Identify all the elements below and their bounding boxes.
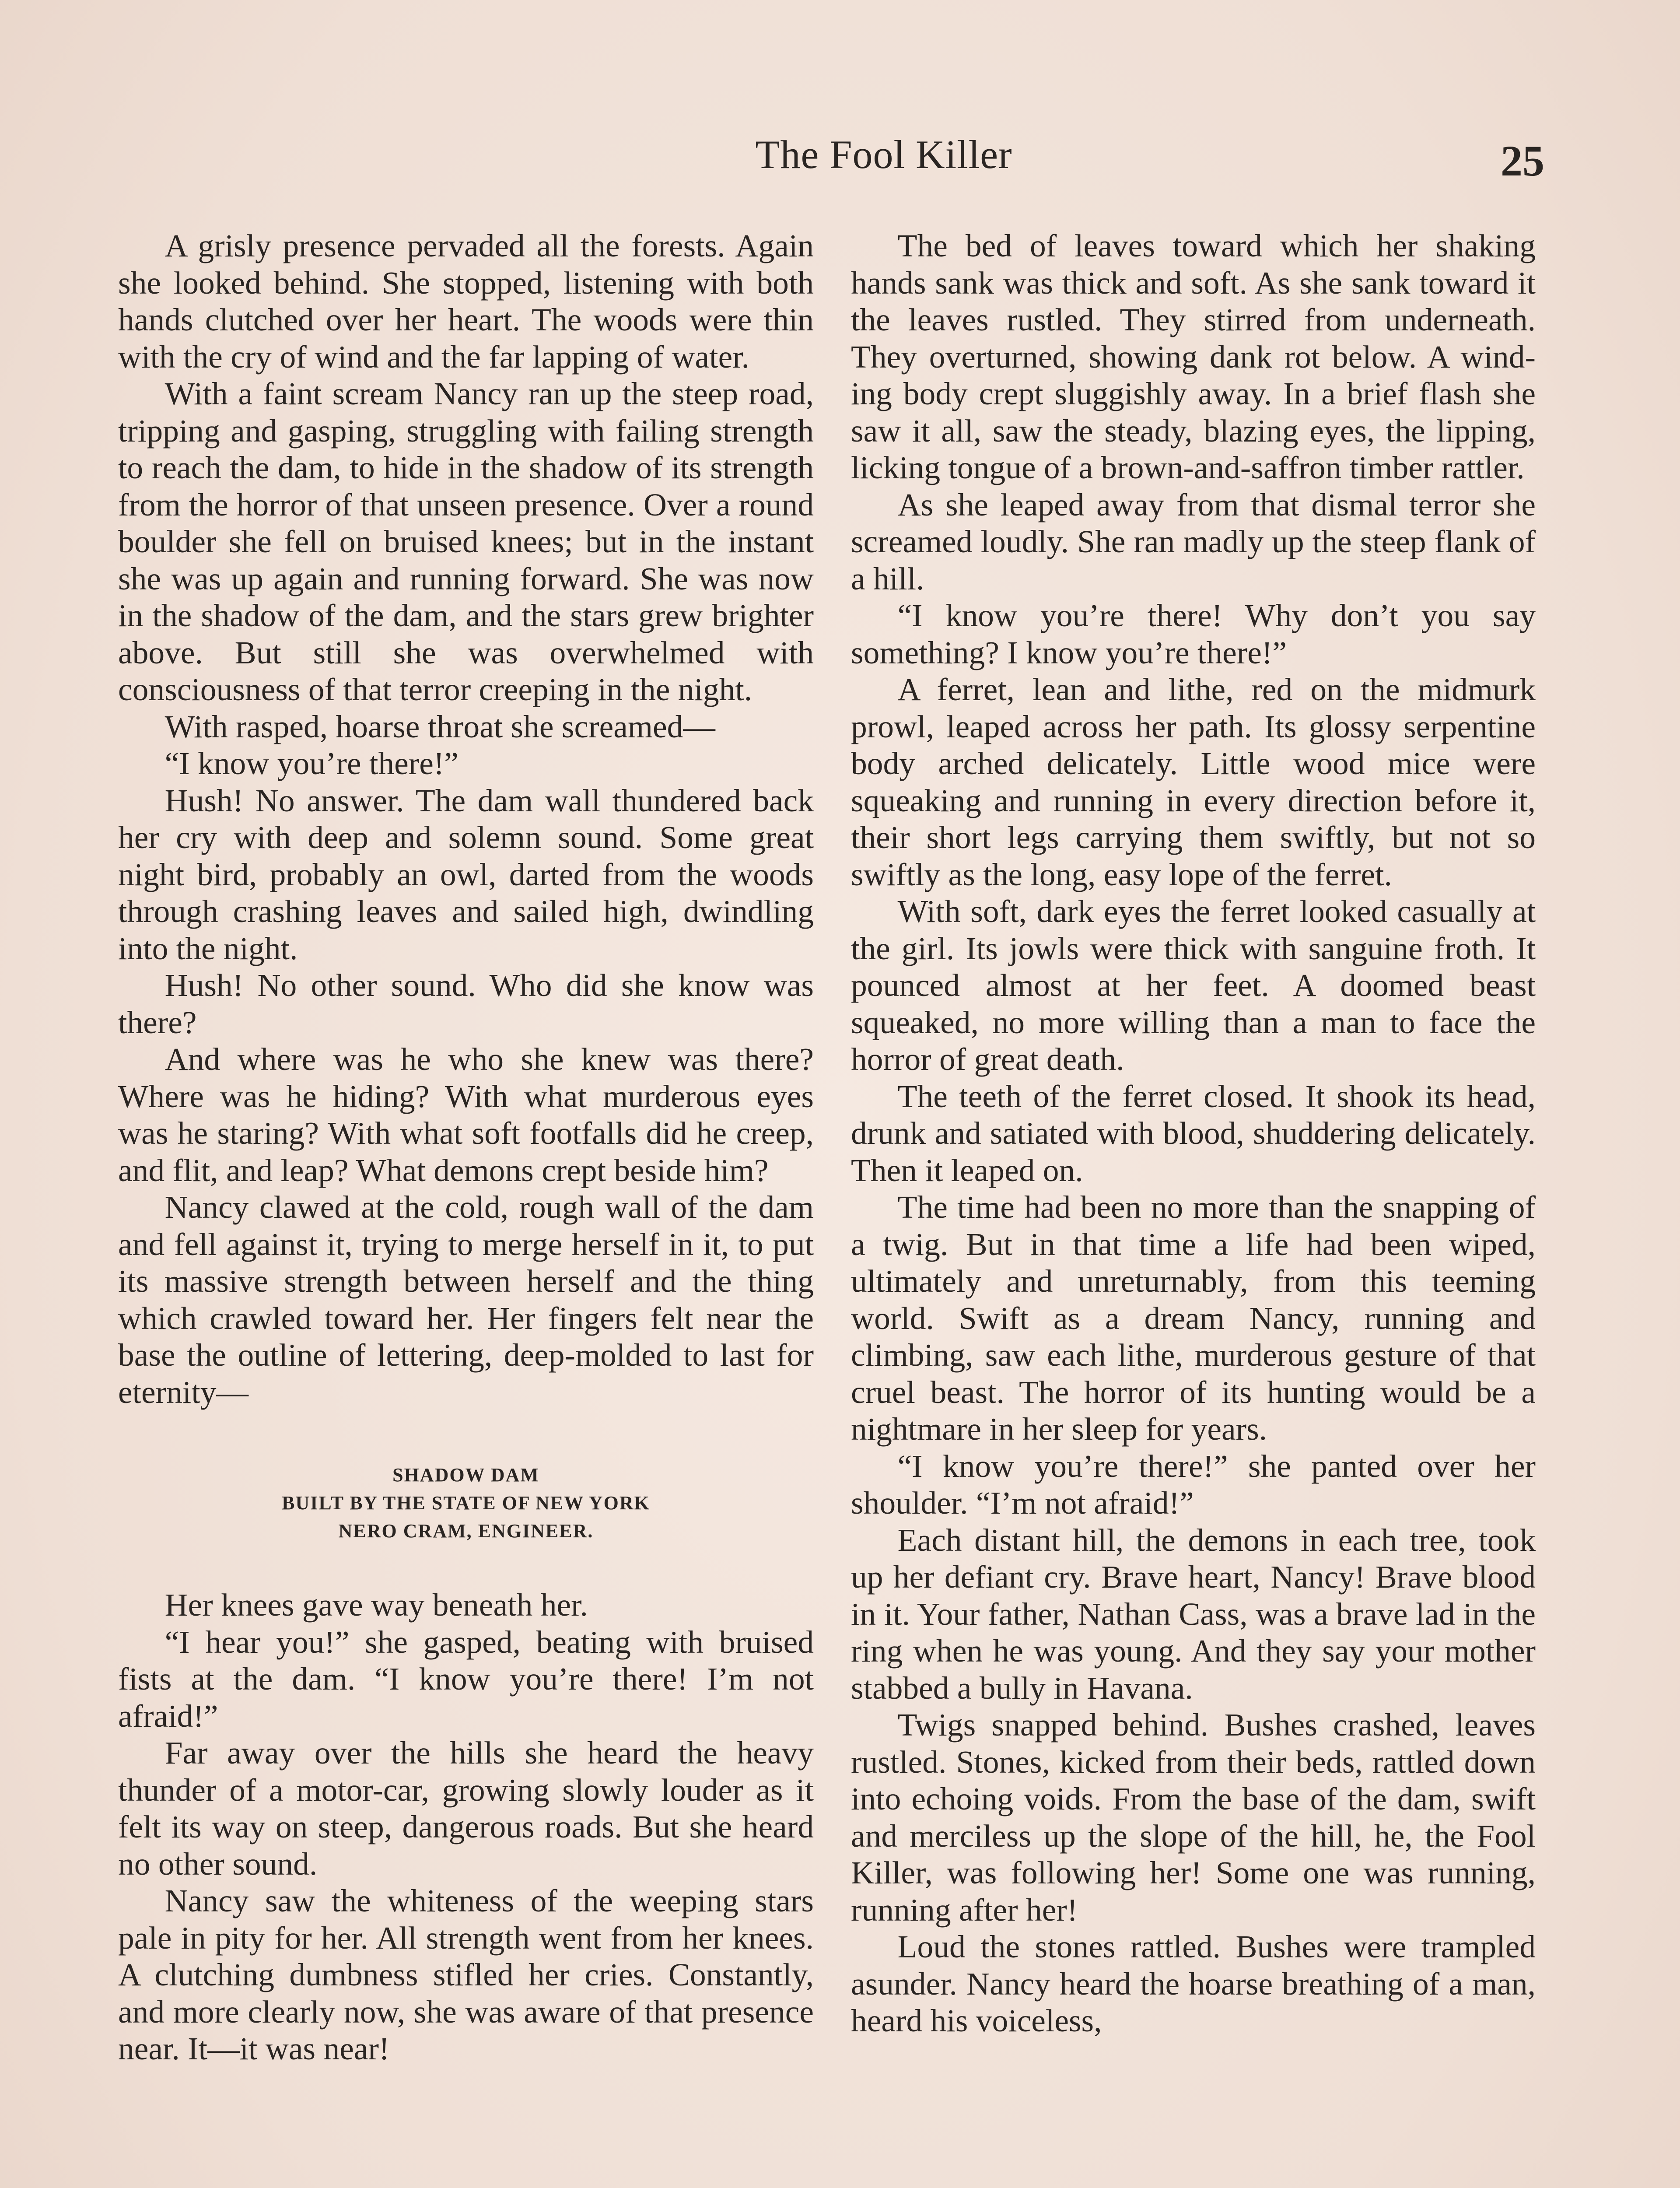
- running-title: The Fool Killer: [755, 132, 1012, 177]
- page-header: [105, 131, 1544, 193]
- paragraph: “I know you’re there! Why don’t you say something? I know you’re there!”: [851, 598, 1536, 670]
- paragraph: “I hear you!” she gasped, beating with bruised fists at the dam. “I know you’re there! I’m not afraid!”: [118, 1624, 814, 1734]
- dam-inscription: [118, 1461, 814, 1545]
- paragraph: Loud the stones rattled. Bushes were trampled asunder. Nancy heard the hoarse breathing of a man, heard his voiceless,: [851, 1929, 1536, 2038]
- paragraph: Each distant hill, the demons in each tree, took up her defiant cry. Brave heart, Nancy! Brave blood in it. Your father, Nathan Cass, was a brave lad in the ring when he was young. And they say your mother stabbed a bully in Havana.: [851, 1522, 1536, 1706]
- paragraph: With rasped, hoarse throat she screamed—: [164, 708, 715, 744]
- paragraph: The teeth of the ferret closed. It shook its head, drunk and satiated with blood, shuddering delicately. Then it leaped on.: [851, 1078, 1536, 1188]
- paragraph: “I know you’re there!” she panted over her shoulder. “I’m not afraid!”: [851, 1448, 1536, 1521]
- paragraph: As she leaped away from that dismal terror she screamed loudly. She ran madly up the steep flank of a hill.: [851, 487, 1536, 596]
- paragraph: With a faint scream Nancy ran up the steep road, tripping and gasping, struggling with failing strength to reach the dam, to hide in the shadow of its strength from the horror of that unseen presence. Over a round boulder she fell on bruised knees; but in the instant she was up again and running forward. She was now in the shadow of the dam, and the stars grew brighter above. But still she was overwhelmed with consciousness of that terror creeping in the night.: [118, 376, 814, 707]
- inscription-line: BUILT BY THE STATE OF NEW YORK: [282, 1492, 650, 1514]
- inscription-line: NERO CRAM, ENGINEER.: [338, 1520, 594, 1542]
- paragraph: A ferret, lean and lithe, red on the midmurk prowl, leaped across her path. Its glossy serpentine body arched delicately. Little wood mice were squeaking and running in every direction before it, their short legs carrying them swiftly, but not so swiftly as the long, easy lope of the ferret.: [851, 672, 1536, 892]
- paragraph: Nancy clawed at the cold, rough wall of the dam and fell against it, trying to merge herself in it, to put its massive strength between herself and the thing which crawled toward her. Her fingers felt near the base the outline of lettering, deep-molded to last for eternity—: [118, 1189, 814, 1410]
- paragraph: And where was he who she knew was there? Where was he hiding? With what murderous eyes was he staring? With what soft footfalls did he creep, and flit, and leap? What demons crept beside him?: [118, 1041, 814, 1188]
- paragraph: Nancy saw the whiteness of the weeping stars pale in pity for her. All strength went from her knees. A clutching dumbness stifled her cries. Constantly, and more clearly now, she was aware of that presence near. It—it was near!: [118, 1883, 814, 2066]
- paragraph: The bed of leaves toward which her shaking hands sank was thick and soft. As she sank toward it the leaves rustled. They stirred from underneath. They overturned, showing dank rot below. A winding body crept sluggishly away. In a brief flash she saw it all, saw the steady, blazing eyes, the lipping, licking tongue of a brown-and-saffron timber rattler.: [851, 228, 1536, 485]
- paragraph: Far away over the hills she heard the heavy thunder of a motor-car, growing slowly louder as it felt its way on steep, dangerous roads. But she heard no other sound.: [118, 1735, 814, 1882]
- paragraph: A grisly presence pervaded all the forests. Again she looked behind. She stopped, listening with both hands clutched over her heart. The woods were thin with the cry of wind and the far lapping of water.: [118, 228, 814, 375]
- page-number: 25: [1501, 137, 1544, 185]
- paragraph: Her knees gave way beneath her.: [164, 1587, 588, 1623]
- paragraph: Twigs snapped behind. Bushes crashed, leaves rustled. Stones, kicked from their beds, rattled down into echoing voids. From the base of the dam, swift and merciless up the slope of the hill, he, the Fool Killer, was following her! Some one was running, running after her!: [851, 1707, 1536, 1928]
- right-column: [851, 228, 1536, 2040]
- paragraph: With soft, dark eyes the ferret looked casually at the girl. Its jowls were thick with sanguine froth. It pounced almost at her feet. A doomed beast squeaked, no more willing than a man to face the horror of great death.: [851, 894, 1536, 1077]
- paragraph: Hush! No answer. The dam wall thundered back her cry with deep and solemn sound. Some great night bird, probably an owl, darted from the woods through crashing leaves and sailed high, dwindling into the night.: [118, 782, 814, 966]
- inscription-line: SHADOW DAM: [392, 1464, 539, 1486]
- paragraph: The time had been no more than the snapping of a twig. But in that time a life had been wiped, ultimately and unreturnably, from this teeming world. Swift as a dream Nancy, running and climbing, saw each lithe, murderous gesture of that cruel beast. The horror of its hunting would be a nightmare in her sleep for years.: [851, 1189, 1536, 1447]
- left-column: [118, 228, 814, 2068]
- paragraph: “I know you’re there!”: [164, 746, 458, 781]
- paragraph: Hush! No other sound. Who did she know was there?: [118, 968, 814, 1040]
